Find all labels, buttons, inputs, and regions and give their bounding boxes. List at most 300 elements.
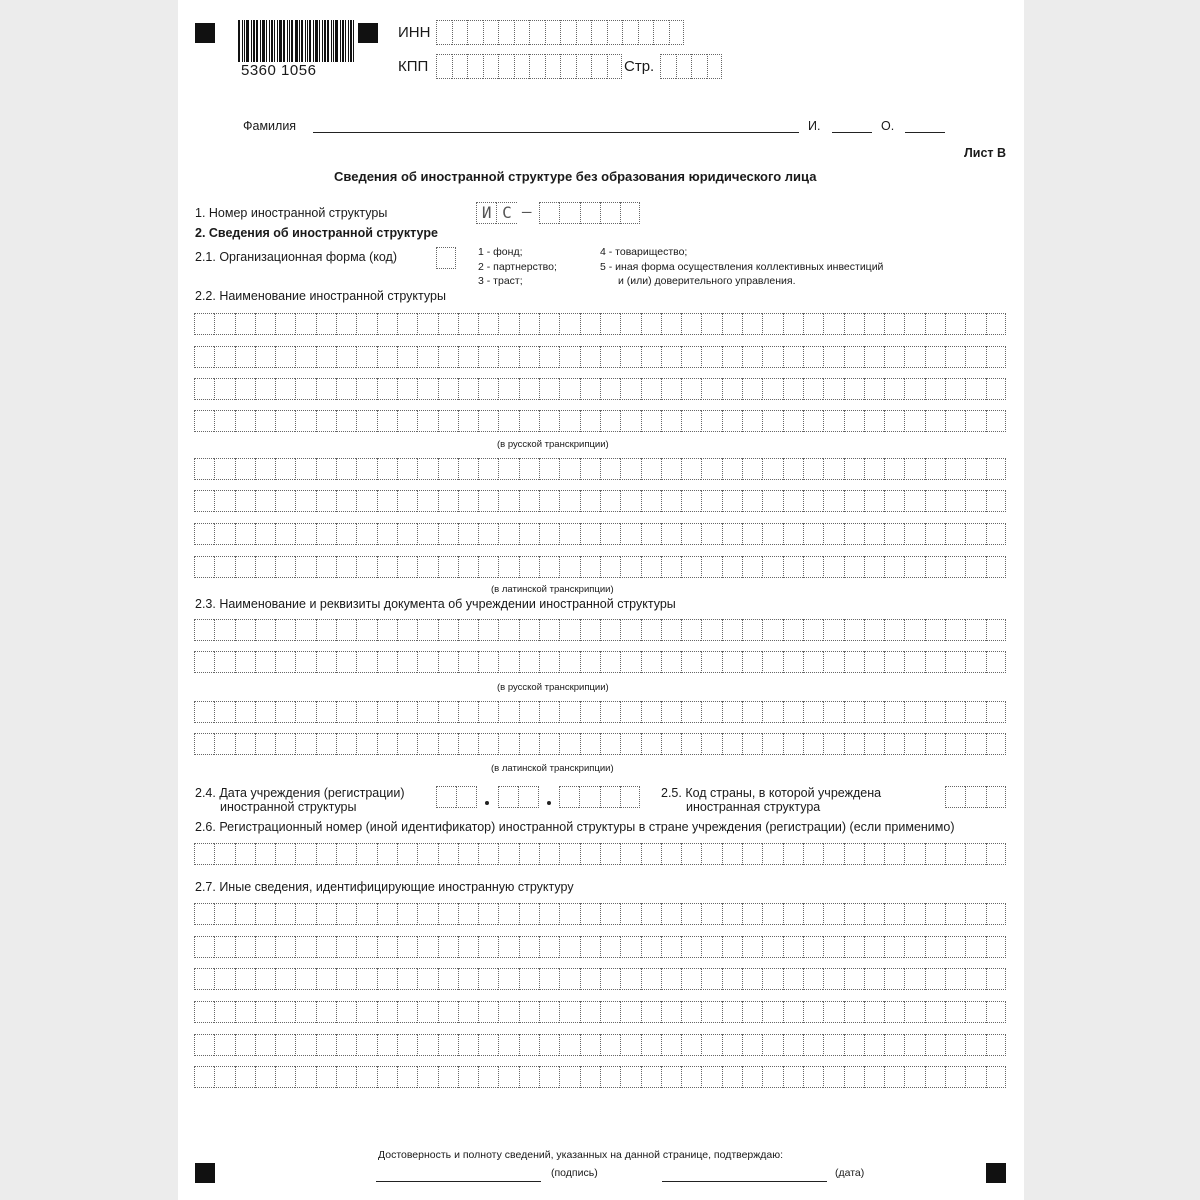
entry-cell[interactable] (498, 701, 518, 723)
entry-cell[interactable] (397, 458, 417, 480)
entry-cell[interactable] (904, 1066, 924, 1088)
entry-cell[interactable] (458, 651, 478, 673)
entry-cell[interactable] (295, 733, 315, 755)
entry-cell[interactable] (945, 1001, 965, 1023)
entry-cell[interactable] (783, 490, 803, 512)
entry-cell[interactable] (783, 1066, 803, 1088)
entry-cell[interactable] (336, 733, 356, 755)
entry-cell[interactable] (641, 346, 661, 368)
entry-cell[interactable] (580, 378, 600, 400)
entry-cell[interactable] (356, 458, 376, 480)
entry-cell[interactable] (803, 1066, 823, 1088)
entry-cell[interactable] (438, 313, 458, 335)
entry-cell[interactable] (803, 556, 823, 578)
entry-cell[interactable] (925, 619, 945, 641)
entry-cell[interactable] (559, 378, 579, 400)
entry-cell[interactable] (661, 1001, 681, 1023)
entry-cell[interactable] (336, 701, 356, 723)
entry-cell[interactable] (559, 523, 579, 545)
entry-cell[interactable] (235, 523, 255, 545)
entry-cell[interactable] (255, 313, 275, 335)
entry-cell[interactable] (478, 556, 498, 578)
entry-cell[interactable] (356, 378, 376, 400)
entry-cell[interactable] (864, 733, 884, 755)
entry-cell[interactable] (600, 701, 620, 723)
entry-cell[interactable] (336, 1001, 356, 1023)
entry-cell[interactable] (904, 346, 924, 368)
entry-cell[interactable] (580, 701, 600, 723)
entry-cell[interactable] (295, 410, 315, 432)
entry-cell[interactable] (560, 20, 576, 45)
entry-cell[interactable] (397, 843, 417, 865)
entry-cell[interactable] (620, 458, 640, 480)
entry-cell[interactable] (607, 54, 623, 79)
entry-cell[interactable] (884, 619, 904, 641)
entry-cell[interactable] (884, 458, 904, 480)
entry-cell[interactable] (545, 20, 561, 45)
entry-cell[interactable] (519, 346, 539, 368)
entry-cell[interactable] (823, 556, 843, 578)
surname-field[interactable] (313, 132, 799, 133)
entry-cell[interactable] (377, 936, 397, 958)
entry-cell[interactable] (600, 523, 620, 545)
entry-cell[interactable] (641, 313, 661, 335)
entry-cell[interactable] (498, 1066, 518, 1088)
entry-cell[interactable] (255, 733, 275, 755)
entry-cell[interactable] (620, 903, 640, 925)
entry-cell[interactable] (762, 701, 782, 723)
entry-cell[interactable] (884, 378, 904, 400)
entry-cell[interactable] (194, 1034, 214, 1056)
entry-cell[interactable] (458, 701, 478, 723)
entry-cell[interactable] (377, 523, 397, 545)
entry-cell[interactable] (436, 786, 456, 808)
entry-cell[interactable] (336, 523, 356, 545)
entry-cell[interactable] (539, 619, 559, 641)
entry-cell[interactable] (660, 54, 676, 79)
entry-cell[interactable] (580, 556, 600, 578)
entry-cell[interactable] (884, 701, 904, 723)
entry-cell[interactable] (823, 903, 843, 925)
entry-cell[interactable] (235, 843, 255, 865)
entry-cell[interactable] (986, 458, 1006, 480)
entry-cell[interactable] (803, 346, 823, 368)
entry-cell[interactable] (336, 651, 356, 673)
entry-cell[interactable] (519, 1034, 539, 1056)
entry-cell[interactable] (620, 1001, 640, 1023)
entry-cell[interactable] (316, 378, 336, 400)
entry-cell[interactable] (417, 968, 437, 990)
entry-cell[interactable] (336, 1066, 356, 1088)
entry-cell[interactable] (478, 1066, 498, 1088)
entry-cell[interactable] (762, 619, 782, 641)
entry-cell[interactable] (295, 1066, 315, 1088)
entry-cell[interactable] (722, 313, 742, 335)
entry-cell[interactable] (498, 733, 518, 755)
entry-cell[interactable] (600, 378, 620, 400)
doc-lat-row-1[interactable] (194, 701, 1006, 723)
entry-cell[interactable] (559, 490, 579, 512)
entry-cell[interactable] (559, 1034, 579, 1056)
entry-cell[interactable] (458, 843, 478, 865)
entry-cell[interactable] (356, 903, 376, 925)
entry-cell[interactable] (965, 346, 985, 368)
entry-cell[interactable] (681, 458, 701, 480)
entry-cell[interactable] (722, 410, 742, 432)
entry-cell[interactable] (545, 54, 561, 79)
entry-cell[interactable] (661, 490, 681, 512)
entry-cell[interactable] (844, 1034, 864, 1056)
entry-cell[interactable] (580, 523, 600, 545)
entry-cell[interactable] (925, 1066, 945, 1088)
entry-cell[interactable] (438, 701, 458, 723)
entry-cell[interactable] (214, 556, 234, 578)
entry-cell[interactable] (478, 378, 498, 400)
entry-cell[interactable] (539, 651, 559, 673)
entry-cell[interactable] (864, 346, 884, 368)
other-info-row-3[interactable] (194, 968, 1006, 990)
entry-cell[interactable] (417, 410, 437, 432)
entry-cell[interactable] (823, 523, 843, 545)
entry-cell[interactable] (904, 843, 924, 865)
doc-ru-row-2[interactable] (194, 651, 1006, 673)
entry-cell[interactable] (600, 903, 620, 925)
entry-cell[interactable] (539, 378, 559, 400)
entry-cell[interactable] (336, 968, 356, 990)
entry-cell[interactable] (559, 313, 579, 335)
entry-cell[interactable] (417, 619, 437, 641)
entry-cell[interactable] (986, 903, 1006, 925)
entry-cell[interactable] (580, 968, 600, 990)
name-lat-row-1[interactable] (194, 458, 1006, 480)
entry-cell[interactable] (701, 651, 721, 673)
entry-cell[interactable] (884, 556, 904, 578)
entry-cell[interactable] (986, 346, 1006, 368)
entry-cell[interactable] (255, 903, 275, 925)
entry-cell[interactable] (844, 619, 864, 641)
entry-cell[interactable] (519, 968, 539, 990)
entry-cell[interactable] (925, 556, 945, 578)
entry-cell[interactable] (295, 651, 315, 673)
entry-cell[interactable] (194, 378, 214, 400)
entry-cell[interactable] (986, 786, 1006, 808)
entry-cell[interactable] (478, 651, 498, 673)
entry-cell[interactable] (397, 1034, 417, 1056)
entry-cell[interactable] (620, 410, 640, 432)
entry-cell[interactable] (641, 968, 661, 990)
entry-cell[interactable] (641, 1034, 661, 1056)
entry-cell[interactable] (701, 313, 721, 335)
entry-cell[interactable] (803, 701, 823, 723)
entry-cell[interactable] (986, 936, 1006, 958)
entry-cell[interactable] (255, 410, 275, 432)
entry-cell[interactable] (275, 556, 295, 578)
entry-cell[interactable] (478, 619, 498, 641)
entry-cell[interactable] (478, 701, 498, 723)
entry-cell[interactable] (620, 651, 640, 673)
entry-cell[interactable] (438, 410, 458, 432)
entry-cell[interactable] (275, 843, 295, 865)
entry-cell[interactable] (904, 523, 924, 545)
entry-cell[interactable] (742, 651, 762, 673)
entry-cell[interactable] (336, 378, 356, 400)
entry-cell[interactable] (458, 619, 478, 641)
entry-cell[interactable] (600, 968, 620, 990)
entry-cell[interactable] (965, 410, 985, 432)
entry-cell[interactable] (417, 346, 437, 368)
entry-cell[interactable] (417, 1066, 437, 1088)
entry-cell[interactable] (255, 1034, 275, 1056)
entry-cell[interactable] (438, 733, 458, 755)
entry-cell[interactable] (742, 313, 762, 335)
entry-cell[interactable] (458, 968, 478, 990)
entry-cell[interactable] (722, 843, 742, 865)
entry-cell[interactable] (681, 556, 701, 578)
entry-cell[interactable] (707, 54, 723, 79)
entry-cell[interactable] (803, 733, 823, 755)
entry-cell[interactable] (641, 490, 661, 512)
entry-cell[interactable] (986, 556, 1006, 578)
entry-cell[interactable] (965, 733, 985, 755)
name-lat-row-4[interactable] (194, 556, 1006, 578)
entry-cell[interactable] (438, 651, 458, 673)
entry-cell[interactable] (498, 523, 518, 545)
entry-cell[interactable] (275, 458, 295, 480)
entry-cell[interactable] (498, 968, 518, 990)
other-info-row-1[interactable] (194, 903, 1006, 925)
entry-cell[interactable] (600, 619, 620, 641)
entry-cell[interactable] (864, 843, 884, 865)
entry-cell[interactable] (783, 523, 803, 545)
entry-cell[interactable] (255, 1066, 275, 1088)
entry-cell[interactable] (620, 843, 640, 865)
entry-cell[interactable] (275, 619, 295, 641)
entry-cell[interactable] (620, 1066, 640, 1088)
entry-cell[interactable] (965, 313, 985, 335)
entry-cell[interactable] (417, 651, 437, 673)
entry-cell[interactable] (559, 651, 579, 673)
entry-cell[interactable] (316, 490, 336, 512)
entry-cell[interactable] (214, 968, 234, 990)
entry-cell[interactable] (823, 733, 843, 755)
entry-cell[interactable] (275, 651, 295, 673)
entry-cell[interactable] (483, 54, 499, 79)
entry-cell[interactable] (336, 1034, 356, 1056)
entry-cell[interactable] (701, 1066, 721, 1088)
entry-cell[interactable] (295, 903, 315, 925)
entry-cell[interactable] (844, 346, 864, 368)
entry-cell[interactable] (377, 733, 397, 755)
entry-cell[interactable] (742, 936, 762, 958)
entry-cell[interactable] (945, 651, 965, 673)
entry-cell[interactable] (377, 378, 397, 400)
entry-cell[interactable] (295, 556, 315, 578)
entry-cell[interactable] (965, 903, 985, 925)
entry-cell[interactable] (742, 378, 762, 400)
entry-cell[interactable] (622, 20, 638, 45)
entry-cell[interactable] (701, 346, 721, 368)
entry-cell[interactable] (194, 346, 214, 368)
entry-cell[interactable] (214, 619, 234, 641)
entry-cell[interactable] (884, 313, 904, 335)
entry-cell[interactable] (559, 556, 579, 578)
entry-cell[interactable] (681, 1066, 701, 1088)
date-year-field[interactable] (559, 786, 640, 808)
entry-cell[interactable] (336, 346, 356, 368)
entry-cell[interactable] (580, 1034, 600, 1056)
entry-cell[interactable] (965, 701, 985, 723)
entry-cell[interactable] (742, 556, 762, 578)
entry-cell[interactable] (377, 458, 397, 480)
entry-cell[interactable] (864, 490, 884, 512)
entry-cell[interactable] (986, 523, 1006, 545)
entry-cell[interactable] (194, 556, 214, 578)
entry-cell[interactable] (965, 1066, 985, 1088)
entry-cell[interactable] (559, 202, 579, 224)
entry-cell[interactable] (701, 968, 721, 990)
entry-cell[interactable] (559, 1001, 579, 1023)
entry-cell[interactable] (275, 903, 295, 925)
entry-cell[interactable] (214, 1034, 234, 1056)
entry-cell[interactable] (661, 410, 681, 432)
entry-cell[interactable] (336, 313, 356, 335)
entry-cell[interactable] (498, 786, 518, 808)
entry-cell[interactable] (377, 556, 397, 578)
entry-cell[interactable] (925, 458, 945, 480)
entry-cell[interactable] (844, 733, 864, 755)
entry-cell[interactable] (316, 619, 336, 641)
entry-cell[interactable] (438, 843, 458, 865)
entry-cell[interactable] (194, 903, 214, 925)
entry-cell[interactable] (661, 701, 681, 723)
entry-cell[interactable] (214, 346, 234, 368)
entry-cell[interactable] (377, 410, 397, 432)
entry-cell[interactable] (255, 936, 275, 958)
entry-cell[interactable] (478, 490, 498, 512)
entry-cell[interactable] (600, 786, 620, 808)
entry-cell[interactable] (336, 619, 356, 641)
entry-cell[interactable] (661, 651, 681, 673)
entry-cell[interactable] (823, 378, 843, 400)
entry-cell[interactable] (458, 903, 478, 925)
entry-cell[interactable] (600, 1066, 620, 1088)
initial-i-field[interactable] (832, 132, 872, 133)
entry-cell[interactable] (600, 458, 620, 480)
entry-cell[interactable] (904, 701, 924, 723)
entry-cell[interactable] (295, 346, 315, 368)
entry-cell[interactable] (559, 458, 579, 480)
entry-cell[interactable] (965, 786, 985, 808)
entry-cell[interactable] (701, 523, 721, 545)
entry-cell[interactable] (336, 556, 356, 578)
entry-cell[interactable] (945, 786, 965, 808)
entry-cell[interactable] (458, 556, 478, 578)
entry-cell[interactable] (864, 701, 884, 723)
entry-cell[interactable] (661, 843, 681, 865)
entry-cell[interactable] (904, 733, 924, 755)
entry-cell[interactable] (417, 523, 437, 545)
entry-cell[interactable] (438, 903, 458, 925)
entry-cell[interactable] (377, 651, 397, 673)
entry-cell[interactable] (661, 346, 681, 368)
entry-cell[interactable] (498, 458, 518, 480)
entry-cell[interactable] (539, 202, 559, 224)
entry-cell[interactable] (620, 378, 640, 400)
entry-cell[interactable] (467, 20, 483, 45)
entry-cell[interactable] (762, 1001, 782, 1023)
entry-cell[interactable] (377, 968, 397, 990)
entry-cell[interactable] (701, 619, 721, 641)
entry-cell[interactable] (884, 1001, 904, 1023)
entry-cell[interactable] (255, 843, 275, 865)
entry-cell[interactable] (539, 701, 559, 723)
entry-cell[interactable] (823, 619, 843, 641)
entry-cell[interactable] (194, 968, 214, 990)
entry-cell[interactable] (681, 523, 701, 545)
entry-cell[interactable] (377, 843, 397, 865)
entry-cell[interactable] (295, 968, 315, 990)
entry-cell[interactable] (356, 651, 376, 673)
entry-cell[interactable] (377, 619, 397, 641)
entry-cell[interactable] (478, 1001, 498, 1023)
entry-cell[interactable] (295, 843, 315, 865)
entry-cell[interactable] (417, 903, 437, 925)
entry-cell[interactable] (803, 523, 823, 545)
entry-cell[interactable] (925, 701, 945, 723)
entry-cell[interactable] (844, 903, 864, 925)
entry-cell[interactable] (742, 1001, 762, 1023)
entry-cell[interactable] (478, 843, 498, 865)
entry-cell[interactable] (235, 346, 255, 368)
entry-cell[interactable] (661, 378, 681, 400)
entry-cell[interactable] (620, 701, 640, 723)
entry-cell[interactable] (478, 733, 498, 755)
entry-cell[interactable] (498, 903, 518, 925)
entry-cell[interactable] (316, 903, 336, 925)
entry-cell[interactable] (965, 843, 985, 865)
entry-cell[interactable] (722, 619, 742, 641)
entry-cell[interactable] (458, 378, 478, 400)
entry-cell[interactable] (559, 410, 579, 432)
entry-cell[interactable] (275, 701, 295, 723)
entry-cell[interactable] (884, 346, 904, 368)
entry-cell[interactable] (316, 968, 336, 990)
entry-cell[interactable] (255, 378, 275, 400)
entry-cell[interactable] (783, 458, 803, 480)
entry-cell[interactable] (803, 378, 823, 400)
entry-cell[interactable] (295, 458, 315, 480)
entry-cell[interactable] (844, 701, 864, 723)
initial-o-field[interactable] (905, 132, 945, 133)
entry-cell[interactable] (519, 1001, 539, 1023)
entry-cell[interactable] (194, 410, 214, 432)
kpp-field[interactable] (436, 54, 622, 79)
entry-cell[interactable] (478, 523, 498, 545)
entry-cell[interactable] (559, 843, 579, 865)
entry-cell[interactable] (681, 346, 701, 368)
entry-cell[interactable] (783, 1034, 803, 1056)
entry-cell[interactable] (498, 651, 518, 673)
entry-cell[interactable] (607, 20, 623, 45)
entry-cell[interactable] (458, 936, 478, 958)
entry-cell[interactable] (580, 843, 600, 865)
entry-cell[interactable] (580, 410, 600, 432)
entry-cell[interactable] (701, 458, 721, 480)
entry-cell[interactable] (904, 1001, 924, 1023)
entry-cell[interactable] (803, 410, 823, 432)
entry-cell[interactable] (539, 556, 559, 578)
entry-cell[interactable] (397, 378, 417, 400)
